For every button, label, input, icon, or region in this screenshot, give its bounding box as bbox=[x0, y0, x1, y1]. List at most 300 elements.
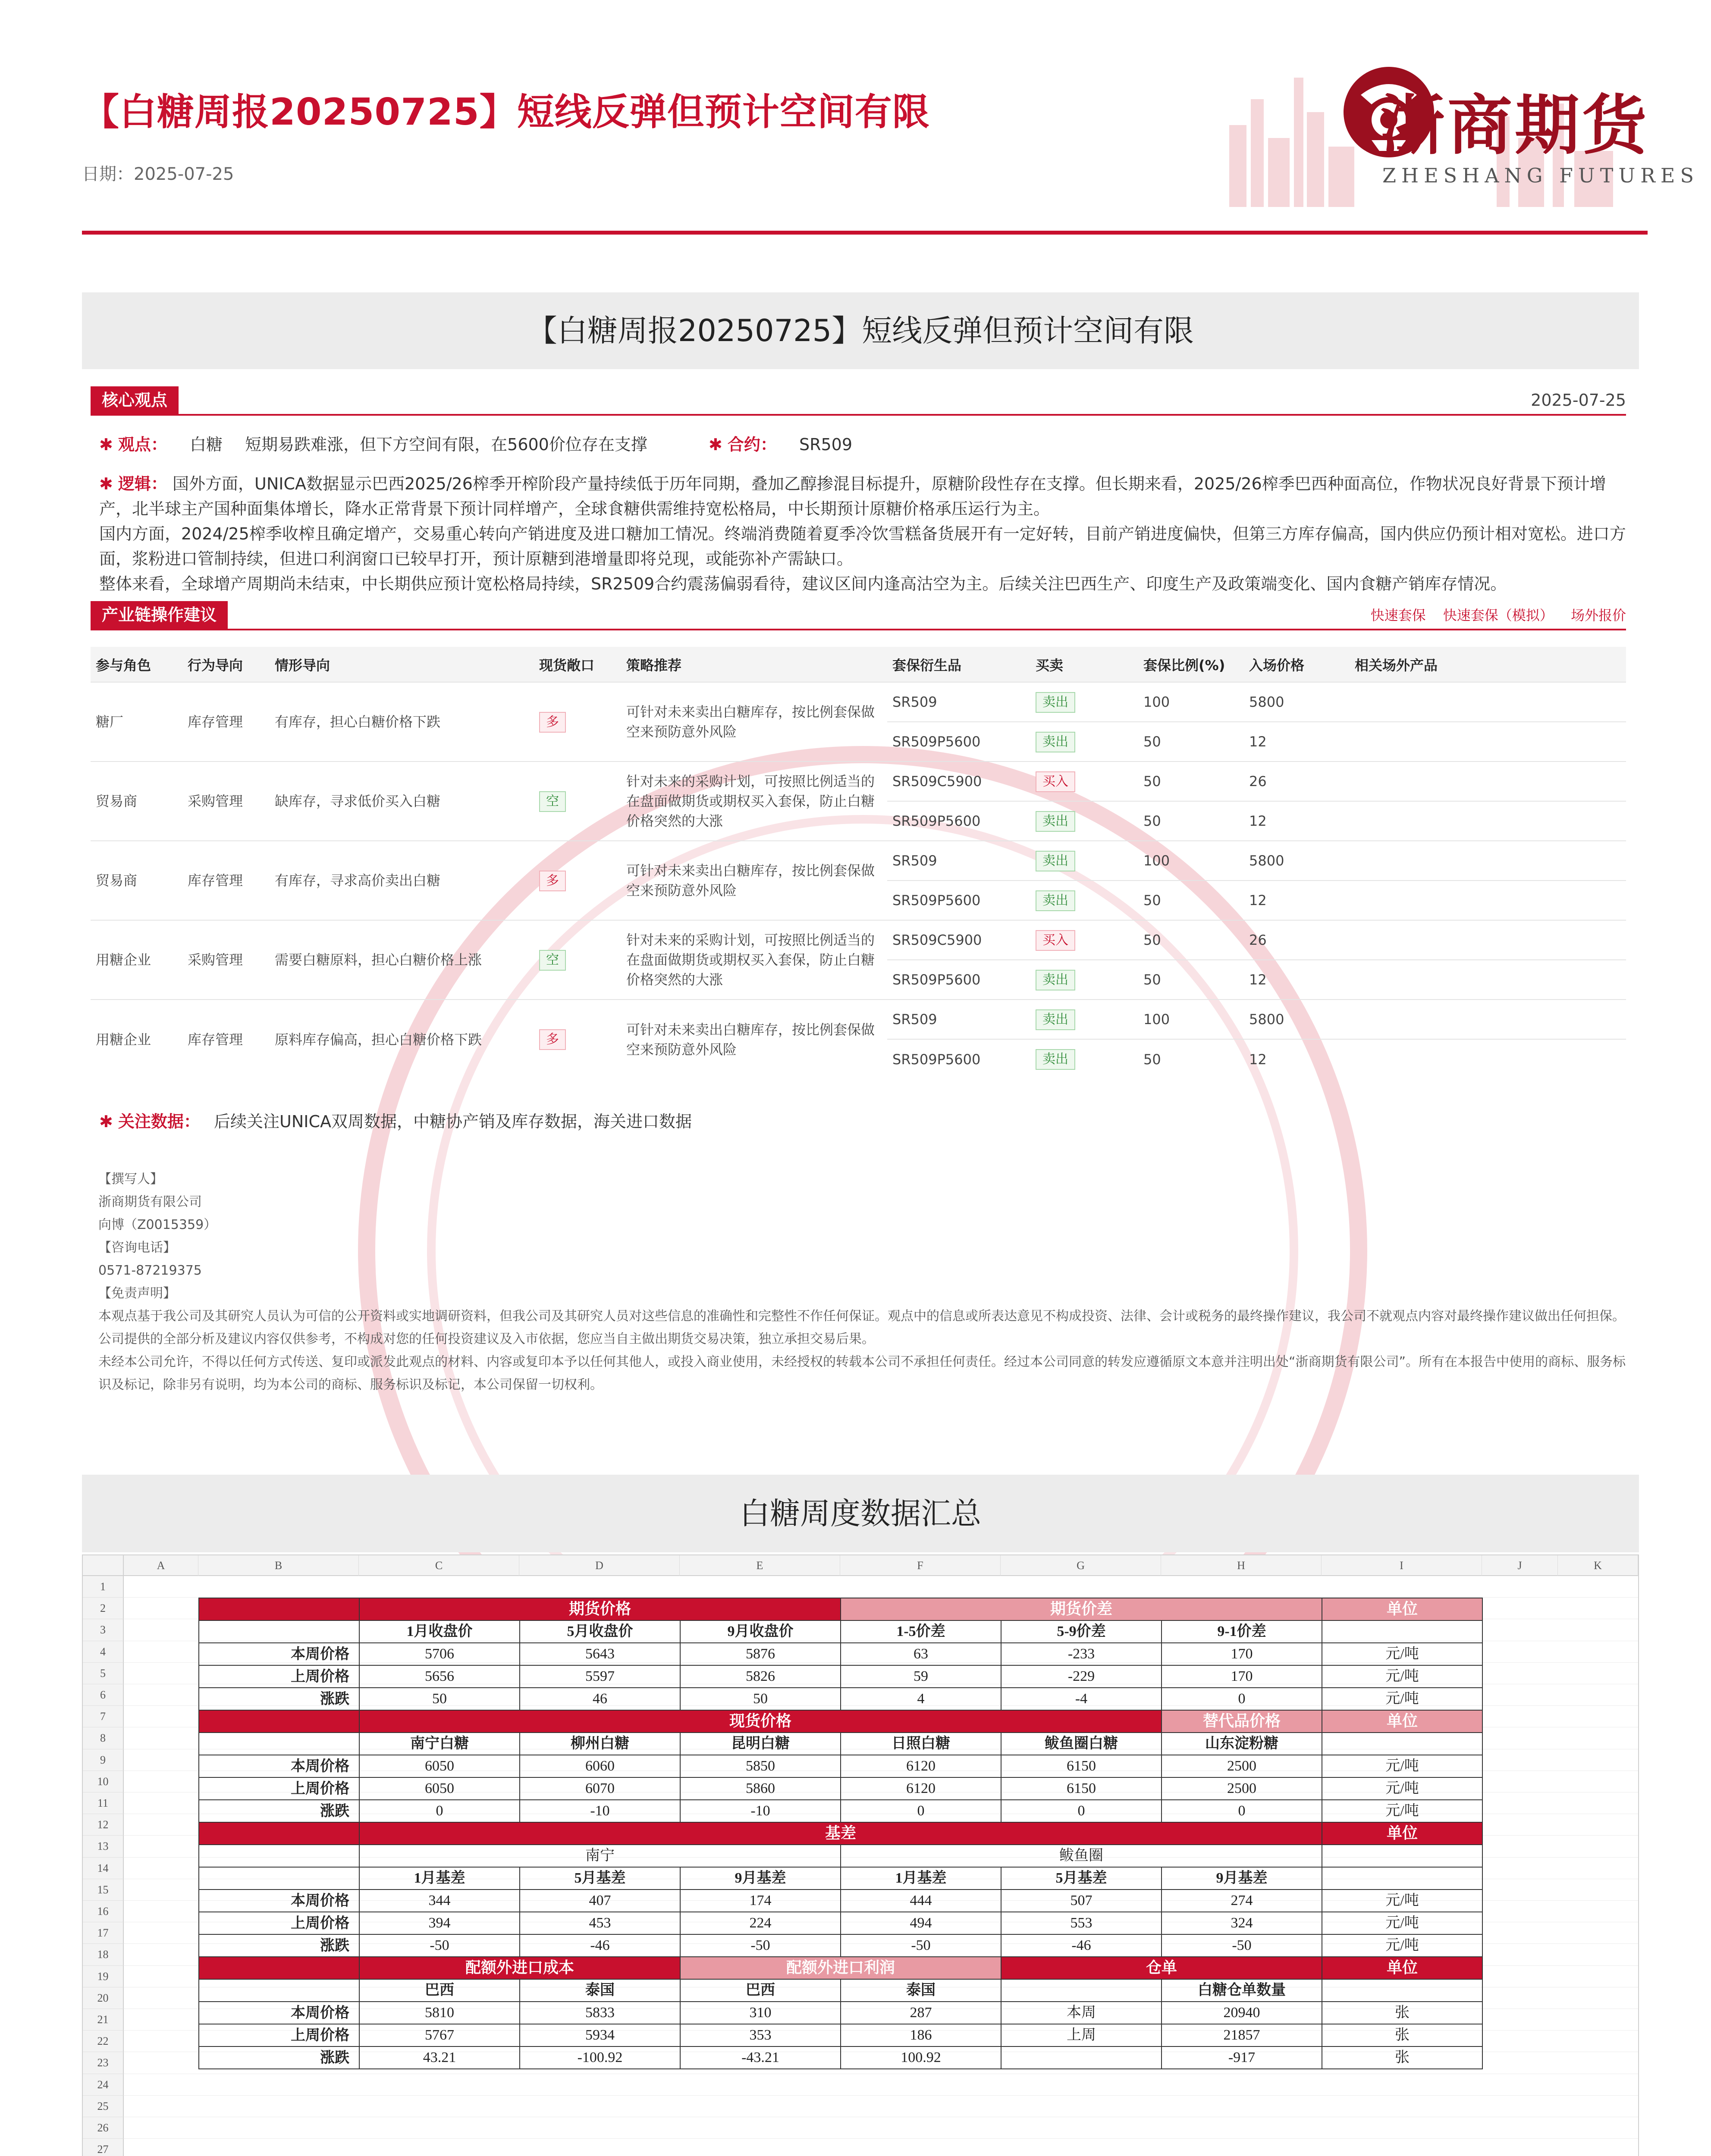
header-unit: 单位 bbox=[1322, 1822, 1482, 1845]
header-basis: 基差 bbox=[359, 1822, 1322, 1845]
role-cell: 贸易商 bbox=[91, 761, 182, 841]
logic-paragraph bbox=[99, 471, 1635, 521]
disclaimer-text-2: 未经本公司允许，不得以任何方式传送、复印或派发此观点的材料、内容或复印本予以任何其他人，或投入商业使用，未经授权的转载本公司不承担任何责任。经过本公司同意的转发应遵循原文本意并注明出处“浙商期货有限公司”。所有在本报告中使用的商标、服务标识及标记，除非另有说明，均为本公司的商标、服务标识及标记，本公司保留一切权利。 bbox=[98, 1354, 1626, 1392]
exposure-badge: 多 bbox=[539, 1029, 566, 1050]
contract-label: 合约： bbox=[727, 435, 777, 454]
unit-cell: 元/吨 bbox=[1322, 1777, 1482, 1800]
subheader-cell: 1月基差 bbox=[841, 1867, 1001, 1890]
row-label-cell: 上周价格 bbox=[199, 1912, 359, 1934]
core-date: 2025-07-25 bbox=[1531, 391, 1626, 410]
data-table-row bbox=[199, 2024, 1482, 2046]
unit-cell: 元/吨 bbox=[1322, 1643, 1482, 1665]
value-cell: 6070 bbox=[520, 1777, 680, 1800]
price-cell: 12 bbox=[1244, 960, 1350, 1000]
strategy-column-header: 买卖 bbox=[1030, 647, 1138, 682]
value-cell: -43.21 bbox=[680, 2046, 841, 2069]
logic-text-1: 国外方面，UNICA数据显示巴西2025/26榨季开榨阶段产量持续低于历年同期，叠加乙醇掺混目标提升，原糖阶段性存在支撑。但长期来看，2025/26榨季巴西种面高位，作物状况良好背景下预计增产，北半球主产国种面集体增长，降水正常背景下预计同样增产，全球食糖供需维持宽松格局，中长期预计原糖价格承压运行为主。 bbox=[99, 474, 1606, 518]
strategy-row bbox=[91, 920, 1626, 960]
exposure-badge: 空 bbox=[539, 791, 566, 812]
value-cell: 0 bbox=[1162, 1800, 1322, 1822]
region-cell: 南宁 bbox=[359, 1845, 841, 1867]
instrument-cell: SR509 bbox=[887, 1000, 1030, 1039]
otc-product-cell bbox=[1350, 801, 1626, 841]
subheader-cell: 泰国 bbox=[841, 1979, 1001, 2002]
strategy-cell: 可针对未来卖出白糖库存，按比例套保做空来预防意外风险 bbox=[621, 1000, 887, 1079]
logic-paragraph: 整体来看，全球增产周期尚未结束，中长期供应预计宽松格局持续，SR2509合约震荡偏弱看待，建议区间内逢高沽空为主。后续关注巴西生产、印度生产及政策端变化、国内食糖产销库存情况。 bbox=[99, 574, 1507, 593]
side-badge: 买入 bbox=[1036, 930, 1075, 951]
strategy-table bbox=[91, 647, 1626, 1079]
value-cell: 310 bbox=[680, 2002, 841, 2024]
logic-paragraph: 国内方面，2024/25榨季收榨且确定增产，交易重心转向产销进度及进口糖加工情况。终端消费随着夏季冷饮雪糕备货展开有一定好转，目前产销进度偏快，但第三方库存偏高，国内供应仍预计相对宽松。进口方面，浆粉进口管制持续，但进口利润窗口已较早打开，预计原糖到港增量即将兑现，或能弥补产需缺口。 bbox=[99, 524, 1626, 568]
value-cell: 6050 bbox=[359, 1777, 520, 1800]
row-label-cell: 涨跌 bbox=[199, 1800, 359, 1822]
data-table-row bbox=[199, 1733, 1482, 1755]
grid-line bbox=[124, 2095, 1638, 2096]
header-unit: 单位 bbox=[1322, 1598, 1482, 1620]
value-cell: 453 bbox=[520, 1912, 680, 1934]
price-cell: 5800 bbox=[1244, 1000, 1350, 1039]
side-cell bbox=[1030, 841, 1138, 881]
ratio-cell: 50 bbox=[1138, 881, 1244, 920]
strategy-cell: 可针对未来卖出白糖库存，按比例套保做空来预防意外风险 bbox=[621, 841, 887, 920]
value-cell: 170 bbox=[1162, 1643, 1322, 1665]
value-cell: -229 bbox=[1001, 1665, 1162, 1688]
header-unit: 单位 bbox=[1322, 1710, 1482, 1733]
instrument-cell: SR509P5600 bbox=[887, 801, 1030, 841]
region-cell: 鲅鱼圈 bbox=[841, 1845, 1322, 1867]
ratio-cell: 100 bbox=[1138, 1000, 1244, 1039]
company-name: 浙商期货有限公司 bbox=[98, 1194, 202, 1210]
side-cell bbox=[1030, 920, 1138, 960]
side-cell bbox=[1030, 881, 1138, 920]
instrument-cell: SR509C5900 bbox=[887, 920, 1030, 960]
disclaimer-label: 【免责声明】 bbox=[98, 1286, 176, 1301]
value-cell: 5860 bbox=[680, 1777, 841, 1800]
ratio-cell: 100 bbox=[1138, 841, 1244, 881]
value-cell: 6120 bbox=[841, 1777, 1001, 1800]
section-title-weekly-data: 白糖周度数据汇总 bbox=[82, 1475, 1639, 1552]
side-badge: 卖出 bbox=[1036, 851, 1075, 871]
column-letter: I bbox=[1322, 1555, 1482, 1576]
subheader-cell: 9月收盘价 bbox=[680, 1620, 841, 1643]
price-cell: 26 bbox=[1244, 920, 1350, 960]
subheader-cell: 9-1价差 bbox=[1162, 1620, 1322, 1643]
value-cell: 5934 bbox=[520, 2024, 680, 2046]
side-badge: 卖出 bbox=[1036, 970, 1075, 990]
otc-quote-link[interactable]: 场外报价 bbox=[1570, 607, 1626, 624]
row-number: 16 bbox=[83, 1901, 124, 1922]
subheader-cell bbox=[1001, 1979, 1162, 2002]
data-table-row bbox=[199, 1643, 1482, 1665]
header-blank bbox=[199, 1822, 359, 1845]
header-blank bbox=[199, 1957, 359, 1979]
scenario-cell: 需要白糖原料，担心白糖价格上涨 bbox=[270, 920, 534, 1000]
otc-product-cell bbox=[1350, 960, 1626, 1000]
value-cell bbox=[1001, 2046, 1162, 2069]
subheader-cell: 巴西 bbox=[359, 1979, 520, 2002]
row-number: 15 bbox=[83, 1879, 124, 1901]
side-cell bbox=[1030, 722, 1138, 761]
instrument-cell: SR509 bbox=[887, 682, 1030, 722]
strategy-cell: 针对未来的采购计划，可按照比例适当的在盘面做期货或期权买入套保，防止白糖价格突然的大涨 bbox=[621, 761, 887, 841]
data-table-row bbox=[199, 1867, 1482, 1890]
side-badge: 买入 bbox=[1036, 771, 1075, 792]
side-cell bbox=[1030, 801, 1138, 841]
side-badge: 卖出 bbox=[1036, 890, 1075, 911]
data-table-row bbox=[199, 1688, 1482, 1710]
quick-hedge-link[interactable]: 快速套保 bbox=[1370, 607, 1426, 624]
data-table-row bbox=[199, 1710, 1482, 1733]
value-cell: 4 bbox=[841, 1688, 1001, 1710]
price-cell: 5800 bbox=[1244, 841, 1350, 881]
role-cell: 用糖企业 bbox=[91, 920, 182, 1000]
row-number: 7 bbox=[83, 1706, 124, 1727]
strategy-column-header: 参与角色 bbox=[91, 647, 182, 682]
exposure-badge: 多 bbox=[539, 871, 566, 891]
value-cell: 5826 bbox=[680, 1665, 841, 1688]
value-cell: -50 bbox=[680, 1934, 841, 1957]
empty-cell bbox=[1322, 1867, 1482, 1890]
row-number: 2 bbox=[83, 1598, 124, 1619]
exposure-cell bbox=[534, 841, 621, 920]
row-number: 8 bbox=[83, 1727, 124, 1749]
side-cell bbox=[1030, 761, 1138, 801]
action-cell: 库存管理 bbox=[182, 682, 270, 761]
subheader-cell: 1月收盘价 bbox=[359, 1620, 520, 1643]
value-cell: -46 bbox=[520, 1934, 680, 1957]
ratio-cell: 50 bbox=[1138, 722, 1244, 761]
exposure-badge: 空 bbox=[539, 950, 566, 971]
value-cell: 6150 bbox=[1001, 1777, 1162, 1800]
otc-product-cell bbox=[1350, 841, 1626, 881]
row-label-cell: 本周价格 bbox=[199, 1643, 359, 1665]
data-table-row bbox=[199, 1800, 1482, 1822]
subheader-cell: 昆明白糖 bbox=[680, 1733, 841, 1755]
subheader-cell: 5月基差 bbox=[1001, 1867, 1162, 1890]
value-cell: 6060 bbox=[520, 1755, 680, 1777]
strategy-column-header: 套保比例(%) bbox=[1138, 647, 1244, 682]
ratio-cell: 100 bbox=[1138, 682, 1244, 722]
column-letter: F bbox=[840, 1555, 1001, 1576]
row-number: 20 bbox=[83, 1987, 124, 2009]
side-cell bbox=[1030, 682, 1138, 722]
value-cell: 170 bbox=[1162, 1665, 1322, 1688]
subheader-cell: 5月基差 bbox=[520, 1867, 680, 1890]
subheader-cell: 1月基差 bbox=[359, 1867, 520, 1890]
row-number: 26 bbox=[83, 2117, 124, 2139]
strategy-row bbox=[91, 1000, 1626, 1039]
role-cell: 用糖企业 bbox=[91, 1000, 182, 1079]
focus-row bbox=[99, 1108, 692, 1132]
empty-cell bbox=[199, 1867, 359, 1890]
otc-product-cell bbox=[1350, 722, 1626, 761]
value-cell: -50 bbox=[359, 1934, 520, 1957]
action-cell: 库存管理 bbox=[182, 1000, 270, 1079]
row-label-cell: 涨跌 bbox=[199, 1688, 359, 1710]
strategy-header-row bbox=[91, 647, 1626, 682]
writer-label: 【撰写人】 bbox=[98, 1172, 163, 1187]
row-label-cell: 上周价格 bbox=[199, 1665, 359, 1688]
row-label-cell: 本周价格 bbox=[199, 2002, 359, 2024]
data-table-row bbox=[199, 2002, 1482, 2024]
logo-chinese-name: 浙商期货 bbox=[1380, 88, 1650, 163]
value-cell: 444 bbox=[841, 1890, 1001, 1912]
side-cell bbox=[1030, 1039, 1138, 1079]
unit-cell: 元/吨 bbox=[1322, 1934, 1482, 1957]
value-cell: 174 bbox=[680, 1890, 841, 1912]
otc-product-cell bbox=[1350, 682, 1626, 722]
quick-hedge-sim-link[interactable]: 快速套保（模拟） bbox=[1443, 607, 1554, 624]
data-table-row bbox=[199, 1620, 1482, 1643]
column-letter: G bbox=[1001, 1555, 1161, 1576]
subheader-cell: 9月基差 bbox=[1162, 1867, 1322, 1890]
header-blank bbox=[199, 1710, 359, 1733]
row-number: 6 bbox=[83, 1684, 124, 1706]
value-cell: 63 bbox=[841, 1643, 1001, 1665]
side-badge: 卖出 bbox=[1036, 1009, 1075, 1030]
value-cell: 324 bbox=[1162, 1912, 1322, 1934]
side-cell bbox=[1030, 1000, 1138, 1039]
value-cell: 5706 bbox=[359, 1643, 520, 1665]
value-cell: 43.21 bbox=[359, 2046, 520, 2069]
exposure-cell bbox=[534, 761, 621, 841]
bullet-icon: ✱ bbox=[99, 474, 118, 493]
data-table-row bbox=[199, 1890, 1482, 1912]
ratio-cell: 50 bbox=[1138, 920, 1244, 960]
strategy-column-header: 情形导向 bbox=[270, 647, 534, 682]
row-number: 19 bbox=[83, 1966, 124, 1987]
price-cell: 26 bbox=[1244, 761, 1350, 801]
instrument-cell: SR509P5600 bbox=[887, 960, 1030, 1000]
exposure-cell bbox=[534, 920, 621, 1000]
unit-cell: 张 bbox=[1322, 2002, 1482, 2024]
unit-cell: 元/吨 bbox=[1322, 1912, 1482, 1934]
value-cell: 287 bbox=[841, 2002, 1001, 2024]
column-letter: B bbox=[198, 1555, 359, 1576]
value-cell: 0 bbox=[1001, 1800, 1162, 1822]
strategy-column-header: 现货敞口 bbox=[534, 647, 621, 682]
value-cell: 50 bbox=[680, 1688, 841, 1710]
data-table-row bbox=[199, 1957, 1482, 1979]
disclaimer-block bbox=[98, 1168, 1634, 1396]
empty-cell bbox=[1322, 1620, 1482, 1643]
value-cell: 20940 bbox=[1162, 2002, 1322, 2024]
column-letter: E bbox=[680, 1555, 840, 1576]
value-cell: 5833 bbox=[520, 2002, 680, 2024]
row-label-cell: 本周价格 bbox=[199, 1755, 359, 1777]
chain-links bbox=[1371, 605, 1626, 624]
header-futures-price: 期货价格 bbox=[359, 1598, 841, 1620]
strategy-cell: 可针对未来卖出白糖库存，按比例套保做空来预防意外风险 bbox=[621, 682, 887, 761]
data-table-row bbox=[199, 1912, 1482, 1934]
instrument-cell: SR509P5600 bbox=[887, 722, 1030, 761]
empty-cell bbox=[199, 1620, 359, 1643]
header-unit: 单位 bbox=[1322, 1957, 1482, 1979]
empty-cell bbox=[1322, 1733, 1482, 1755]
price-cell: 5800 bbox=[1244, 682, 1350, 722]
column-header-bar bbox=[83, 1555, 1638, 1576]
empty-cell bbox=[199, 1979, 359, 2002]
ratio-cell: 50 bbox=[1138, 960, 1244, 1000]
otc-product-cell bbox=[1350, 881, 1626, 920]
column-letter: A bbox=[124, 1555, 198, 1576]
row-number: 4 bbox=[83, 1641, 124, 1663]
strategy-row bbox=[91, 761, 1626, 801]
strategy-column-header: 策略推荐 bbox=[621, 647, 887, 682]
data-table-row bbox=[199, 1598, 1482, 1620]
side-badge: 卖出 bbox=[1036, 692, 1075, 713]
price-cell: 12 bbox=[1244, 722, 1350, 761]
column-letter: J bbox=[1482, 1555, 1558, 1576]
action-cell: 采购管理 bbox=[182, 761, 270, 841]
value-cell: 344 bbox=[359, 1890, 520, 1912]
value-cell: -100.92 bbox=[520, 2046, 680, 2069]
instrument-cell: SR509P5600 bbox=[887, 1039, 1030, 1079]
price-cell: 12 bbox=[1244, 1039, 1350, 1079]
scenario-cell: 有库存，寻求高价卖出白糖 bbox=[270, 841, 534, 920]
chain-divider bbox=[91, 629, 1626, 630]
value-cell: 274 bbox=[1162, 1890, 1322, 1912]
row-label-cell: 上周价格 bbox=[199, 2024, 359, 2046]
empty-cell bbox=[1322, 1845, 1482, 1867]
unit-cell: 元/吨 bbox=[1322, 1890, 1482, 1912]
value-cell: 407 bbox=[520, 1890, 680, 1912]
value-cell: 5810 bbox=[359, 2002, 520, 2024]
grid-line bbox=[124, 2138, 1638, 2139]
core-divider bbox=[91, 414, 1626, 416]
header-futures-spread: 期货价差 bbox=[841, 1598, 1322, 1620]
value-cell: 46 bbox=[520, 1688, 680, 1710]
empty-cell bbox=[199, 1733, 359, 1755]
row-number: 18 bbox=[83, 1944, 124, 1965]
strategy-row bbox=[91, 682, 1626, 722]
scenario-cell: 有库存，担心白糖价格下跌 bbox=[270, 682, 534, 761]
header-substitute-price: 替代品价格 bbox=[1162, 1710, 1322, 1733]
contract-value: SR509 bbox=[799, 435, 853, 454]
strategy-column-header: 行为导向 bbox=[182, 647, 270, 682]
value-cell: 5597 bbox=[520, 1665, 680, 1688]
value-cell: 100.92 bbox=[841, 2046, 1001, 2069]
value-cell: 0 bbox=[841, 1800, 1001, 1822]
data-table-row bbox=[199, 1845, 1482, 1867]
row-label-cell: 涨跌 bbox=[199, 1934, 359, 1957]
ratio-cell: 50 bbox=[1138, 761, 1244, 801]
row-label-cell: 本周价格 bbox=[199, 1890, 359, 1912]
row-number: 22 bbox=[83, 2031, 124, 2052]
value-cell: 0 bbox=[359, 1800, 520, 1822]
empty-cell bbox=[1322, 1979, 1482, 2002]
value-cell: 2500 bbox=[1162, 1755, 1322, 1777]
header-spot-price: 现货价格 bbox=[359, 1710, 1162, 1733]
row-number: 17 bbox=[83, 1922, 124, 1944]
row-number: 1 bbox=[83, 1576, 124, 1598]
subheader-cell: 1-5价差 bbox=[841, 1620, 1001, 1643]
row-number: 14 bbox=[83, 1858, 124, 1879]
exposure-cell bbox=[534, 1000, 621, 1079]
data-table-row bbox=[199, 1822, 1482, 1845]
value-cell: 5767 bbox=[359, 2024, 520, 2046]
bullet-icon: ✱ bbox=[99, 435, 118, 454]
row-label-cell: 上周价格 bbox=[199, 1777, 359, 1800]
data-table-row bbox=[199, 1934, 1482, 1957]
unit-cell: 元/吨 bbox=[1322, 1755, 1482, 1777]
subheader-cell: 鲅鱼圈白糖 bbox=[1001, 1733, 1162, 1755]
row-number: 13 bbox=[83, 1836, 124, 1857]
side-badge: 卖出 bbox=[1036, 811, 1075, 832]
exposure-badge: 多 bbox=[539, 712, 566, 733]
instrument-cell: SR509P5600 bbox=[887, 881, 1030, 920]
value-cell: 21857 bbox=[1162, 2024, 1322, 2046]
strategy-column-header: 套保衍生品 bbox=[887, 647, 1030, 682]
data-table-row bbox=[199, 1979, 1482, 2002]
otc-product-cell bbox=[1350, 1000, 1626, 1039]
role-cell: 贸易商 bbox=[91, 841, 182, 920]
row-number: 21 bbox=[83, 2009, 124, 2031]
value-cell: 553 bbox=[1001, 1912, 1162, 1934]
row-number: 9 bbox=[83, 1749, 124, 1771]
header-import-profit: 配额外进口利润 bbox=[680, 1957, 1001, 1979]
value-cell: 5850 bbox=[680, 1755, 841, 1777]
value-cell: 394 bbox=[359, 1912, 520, 1934]
unit-cell: 元/吨 bbox=[1322, 1688, 1482, 1710]
otc-product-cell bbox=[1350, 1039, 1626, 1079]
subheader-cell: 9月基差 bbox=[680, 1867, 841, 1890]
unit-cell: 元/吨 bbox=[1322, 1800, 1482, 1822]
value-cell: 6150 bbox=[1001, 1755, 1162, 1777]
logo-english-name: ZHESHANG FUTURES bbox=[1382, 164, 1699, 187]
subheader-cell: 日照白糖 bbox=[841, 1733, 1001, 1755]
scenario-cell: 原料库存偏高，担心白糖价格下跌 bbox=[270, 1000, 534, 1079]
price-cell: 12 bbox=[1244, 801, 1350, 841]
row-number: 3 bbox=[83, 1619, 124, 1641]
column-letter: K bbox=[1558, 1555, 1638, 1576]
value-cell: 50 bbox=[359, 1688, 520, 1710]
data-table-row bbox=[199, 1665, 1482, 1688]
view-text: 短期易跌难涨，但下方空间有限，在5600价位存在支撑 bbox=[245, 435, 647, 454]
data-table-row bbox=[199, 1777, 1482, 1800]
row-number: 24 bbox=[83, 2074, 124, 2096]
header-import-cost: 配额外进口成本 bbox=[359, 1957, 680, 1979]
value-cell: 上周 bbox=[1001, 2024, 1162, 2046]
value-cell: -917 bbox=[1162, 2046, 1322, 2069]
column-letter: D bbox=[519, 1555, 680, 1576]
value-cell: 0 bbox=[1162, 1688, 1322, 1710]
otc-product-cell bbox=[1350, 920, 1626, 960]
focus-text: 后续关注UNICA双周数据，中糖协产销及库存数据，海关进口数据 bbox=[214, 1112, 692, 1131]
strategy-row bbox=[91, 841, 1626, 881]
analyst-name: 向博（Z0015359） bbox=[98, 1217, 217, 1232]
tab-core-view: 核心观点 bbox=[91, 386, 179, 414]
subheader-cell: 柳州白糖 bbox=[520, 1733, 680, 1755]
subheader-cell: 白糖仓单数量 bbox=[1162, 1979, 1322, 2002]
side-badge: 卖出 bbox=[1036, 1049, 1075, 1070]
value-cell: 59 bbox=[841, 1665, 1001, 1688]
role-cell: 糖厂 bbox=[91, 682, 182, 761]
logic-label: 逻辑： bbox=[118, 474, 167, 493]
data-table-row bbox=[199, 2046, 1482, 2069]
row-number: 12 bbox=[83, 1814, 124, 1836]
instrument-cell: SR509C5900 bbox=[887, 761, 1030, 801]
subheader-cell: 5月收盘价 bbox=[520, 1620, 680, 1643]
ratio-cell: 50 bbox=[1138, 801, 1244, 841]
value-cell: 2500 bbox=[1162, 1777, 1322, 1800]
row-number: 5 bbox=[83, 1663, 124, 1684]
bullet-icon: ✱ bbox=[708, 435, 728, 454]
empty-cell bbox=[199, 1845, 359, 1867]
value-cell: -4 bbox=[1001, 1688, 1162, 1710]
row-number: 23 bbox=[83, 2052, 124, 2074]
unit-cell: 张 bbox=[1322, 2024, 1482, 2046]
